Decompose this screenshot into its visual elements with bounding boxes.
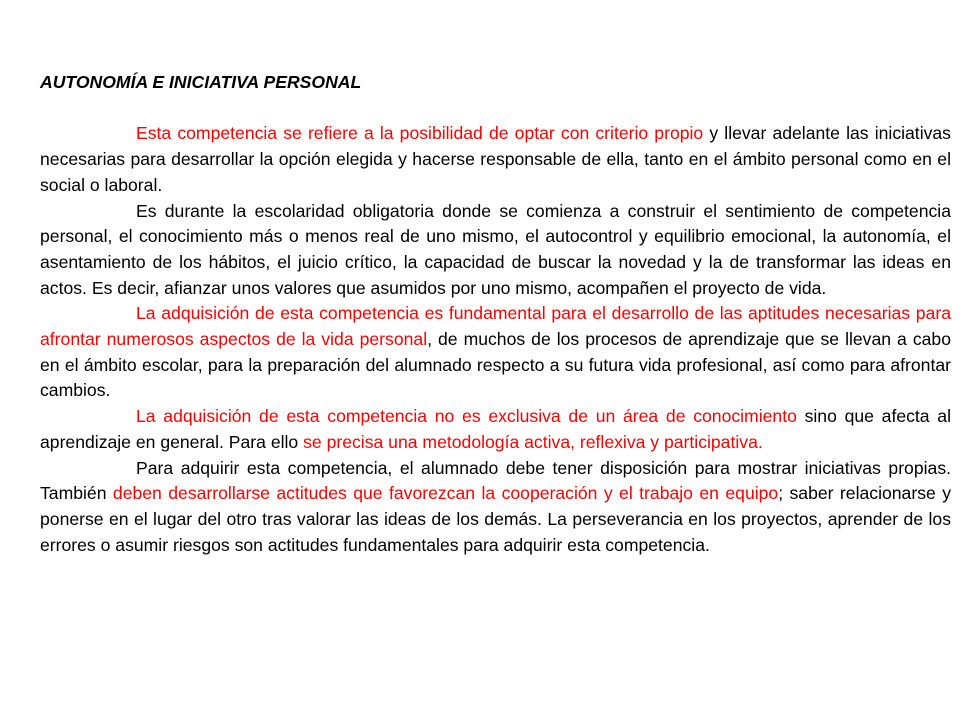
paragraph-3-segment-2: , de muchos de los procesos de aprendizaje que se llevan a cabo en el ámbito escolar, para la preparación del alumnado respecto a su futura vida profesional, así como para afrontar cambios.: [40, 329, 951, 401]
paragraph-4-segment-1: La adquisición de esta competencia no es exclusiva de un área de conocimiento: [136, 406, 797, 427]
paragraph-4-segment-3: se precisa una metodología activa, reflexiva y participativa.: [303, 431, 763, 452]
paragraph-3: [40, 301, 951, 404]
paragraph-5-segment-3: ; saber relacionarse y ponerse en el lugar del otro tras valorar las ideas de los demás. La perseverancia en los proyectos, aprender de los errores o asumir riesgos son actitudes fundamentales para adquirir esta competencia.: [40, 483, 951, 555]
paragraph-2-segment-1: Es durante la escolaridad obligatoria donde se comienza a construir el sentimiento de competencia personal, el conocimiento más o menos real de uno mismo, el autocontrol y equilibrio emocional, la autonomía, el asentamiento de los hábitos, el juicio crítico, la capacidad de buscar la novedad y la de transformar las ideas en actos. Es decir, afianzar unos valores que asumidos por uno mismo, acompañen el proyecto de vida.: [40, 200, 951, 298]
document-body: [40, 70, 951, 558]
paragraph-1-segment-1: Esta competencia se refiere a la posibilidad de optar con criterio propio: [136, 123, 704, 144]
paragraph-5-segment-1: Para adquirir esta competencia, el alumnado debe tener disposición para mostrar iniciativas propias. También: [40, 457, 951, 504]
paragraph-3-segment-1: La adquisición de esta competencia es fundamental para el desarrollo de las aptitudes necesarias para afrontar numerosos aspectos de la vida personal: [40, 303, 951, 350]
paragraph-5-segment-2: deben desarrollarse actitudes que favorezcan la cooperación y el trabajo en equipo: [112, 483, 779, 504]
paragraph-1: [40, 121, 951, 198]
paragraph-5: [40, 456, 951, 559]
document-heading: AUTONOMÍA E INICIATIVA PERSONAL: [40, 72, 362, 92]
paragraph-4-segment-2: sino que afecta al aprendizaje en general. Para ello: [40, 406, 951, 452]
paragraph-4: [40, 404, 951, 455]
paragraph-2: [40, 199, 951, 302]
paragraph-1-segment-2: y llevar adelante las iniciativas necesarias para desarrollar la opción elegida y hacerse responsable de ella, tanto en el ámbito personal como en el social o laboral.: [40, 123, 951, 195]
